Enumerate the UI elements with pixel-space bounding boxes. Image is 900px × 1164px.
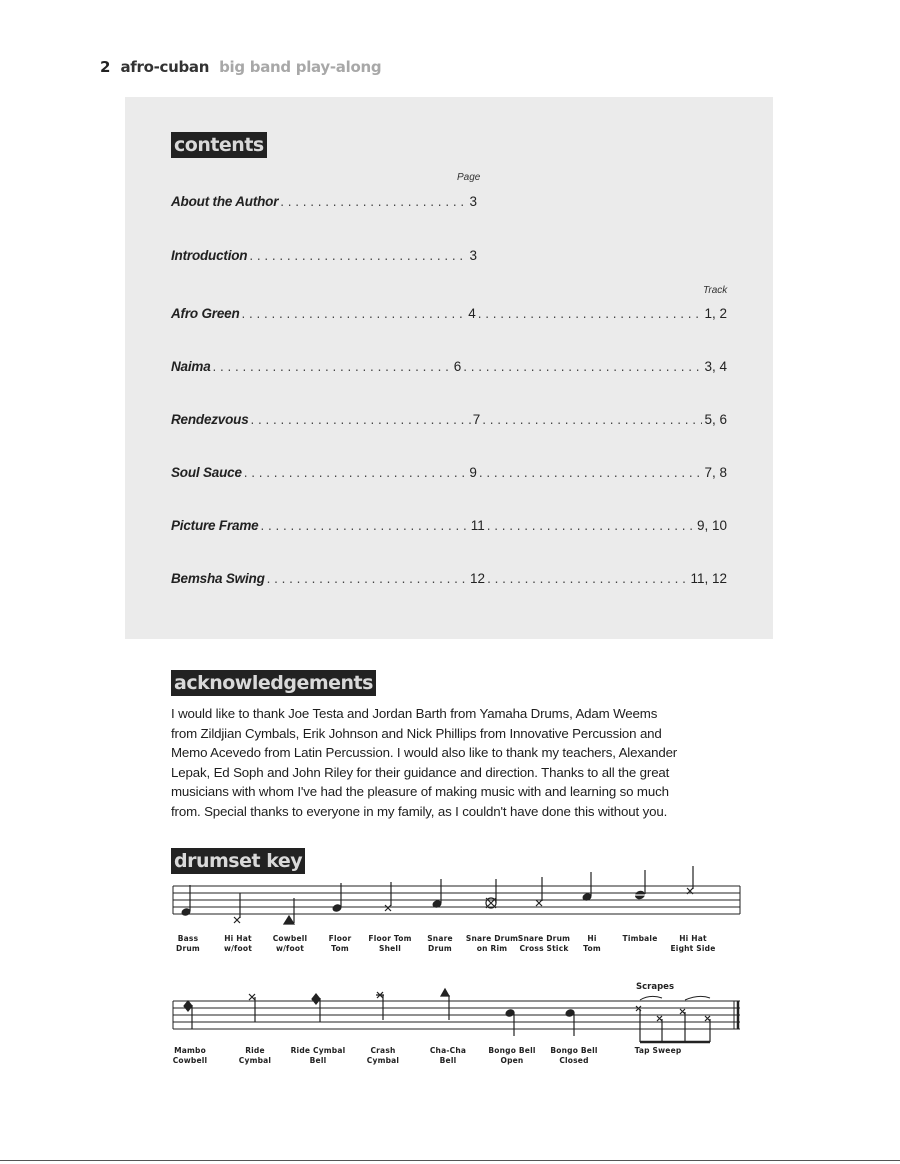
toc-entry-title: About the Author <box>171 194 279 209</box>
ack-line: from. Special thanks to everyone in my family, as I couldn't have done this without you. <box>171 803 668 819</box>
toc-entry-title: Rendezvous <box>171 412 249 427</box>
toc-entry-tracks: 1, 2 <box>704 306 727 321</box>
key-label: Bongo Bell Open <box>488 1046 536 1065</box>
ack-line: Memo Acevedo from Latin Percussion. I would also like to thank my teachers, Alexander <box>171 745 678 760</box>
key-label: Hi Hat Eight Side <box>670 934 716 953</box>
toc-entry-title: Naima <box>171 359 211 374</box>
key-label: Ride Cymbal <box>238 1046 272 1065</box>
ack-line: I would like to thank Joe Testa and Jordan Barth from Yamaha Drums, Adam Weems <box>171 706 658 721</box>
toc-entry-tracks: 5, 6 <box>704 412 728 427</box>
toc-entry-tracks: 3, 4 <box>704 359 728 374</box>
toc-entry-title: Afro Green <box>171 306 240 321</box>
track-column-label: Track <box>703 285 728 296</box>
floor-tom-note <box>332 883 342 912</box>
key-label: Crash Cymbal <box>366 1046 400 1065</box>
key-label: Bass Drum <box>176 934 200 953</box>
toc-entry-title: Bemsha Swing <box>171 571 265 586</box>
cowbell-foot-note <box>284 898 294 924</box>
drumset-key-heading: drumset key <box>171 848 305 874</box>
key-label: Mambo Cowbell <box>172 1046 208 1065</box>
snare-cross-stick-note <box>536 877 542 906</box>
toc-entry-page: 9 <box>469 465 477 480</box>
toc-entry-tracks: 11, 12 <box>690 571 728 586</box>
toc-entry-title: Picture Frame <box>171 518 259 533</box>
page-column-label: Page <box>457 172 481 183</box>
key-label: Ride Cymbal Bell <box>290 1046 346 1065</box>
ack-line: from Zildjian Cymbals, Erik Johnson and Nick Phillips from Innovative Percussion and <box>171 725 662 741</box>
staff-row-2 <box>173 1001 740 1029</box>
toc-entry-page: 4 <box>468 306 476 321</box>
toc-entry-page: 3 <box>469 194 477 209</box>
key-label: Cha-Cha Bell <box>429 1046 467 1065</box>
snare-drum-note <box>432 879 442 908</box>
key-label: Snare Drum Cross Stick <box>517 934 571 953</box>
key-label: Cowbell w/foot <box>272 934 308 953</box>
key-label: Timbale <box>622 934 658 943</box>
ack-line: Lepak, Ed Soph and John Riley for their guidance and direction. Thanks to all the great <box>171 764 670 780</box>
toc-entry-page: 6 <box>453 359 462 374</box>
hi-hat-note <box>687 866 693 894</box>
key-label: Snare Drum on Rim <box>465 934 519 953</box>
toc-entry-page: 11 <box>470 518 485 533</box>
staff-row-1 <box>173 886 740 914</box>
scrape-tap-sweep-notes <box>636 996 710 1042</box>
hi-hat-foot-note <box>234 893 240 923</box>
contents-heading: contents <box>171 132 267 158</box>
bass-drum-note <box>181 885 191 916</box>
page-number: 2 <box>100 58 111 76</box>
key-label: Hi Hat w/foot <box>223 934 253 953</box>
toc-entry-page: 7 <box>472 412 481 427</box>
key-label: Floor Tom <box>328 934 352 953</box>
toc-entry-tracks: 9, 10 <box>696 518 728 533</box>
acknowledgements-heading: acknowledgements <box>171 670 376 696</box>
scrapes-label: Scrapes <box>636 982 674 992</box>
toc-entry-title: Soul Sauce <box>171 465 242 480</box>
hi-tom-note <box>582 872 592 901</box>
key-label: Tap Sweep <box>634 1046 682 1055</box>
ack-line: musicians with whom I've had the pleasure of making music with and learning so much <box>171 784 669 799</box>
crash-cymbal-note <box>376 992 384 1020</box>
toc-entry-page: 12 <box>470 571 486 586</box>
key-label: Snare Drum <box>427 934 453 953</box>
key-label: Bongo Bell Closed <box>550 1046 598 1065</box>
page-bottom-rule <box>0 1160 900 1161</box>
book-title-dark: afro-cuban <box>120 58 210 76</box>
key-label: Floor Tom Shell <box>368 934 412 953</box>
timbale-note <box>635 870 646 900</box>
toc-entry-title: Introduction <box>171 248 248 263</box>
key-label: Hi Tom <box>583 934 601 953</box>
book-title-light: big band play-along <box>219 58 382 76</box>
toc-entry-tracks: 7, 8 <box>704 465 728 480</box>
toc-entry-page: 3 <box>469 248 477 263</box>
